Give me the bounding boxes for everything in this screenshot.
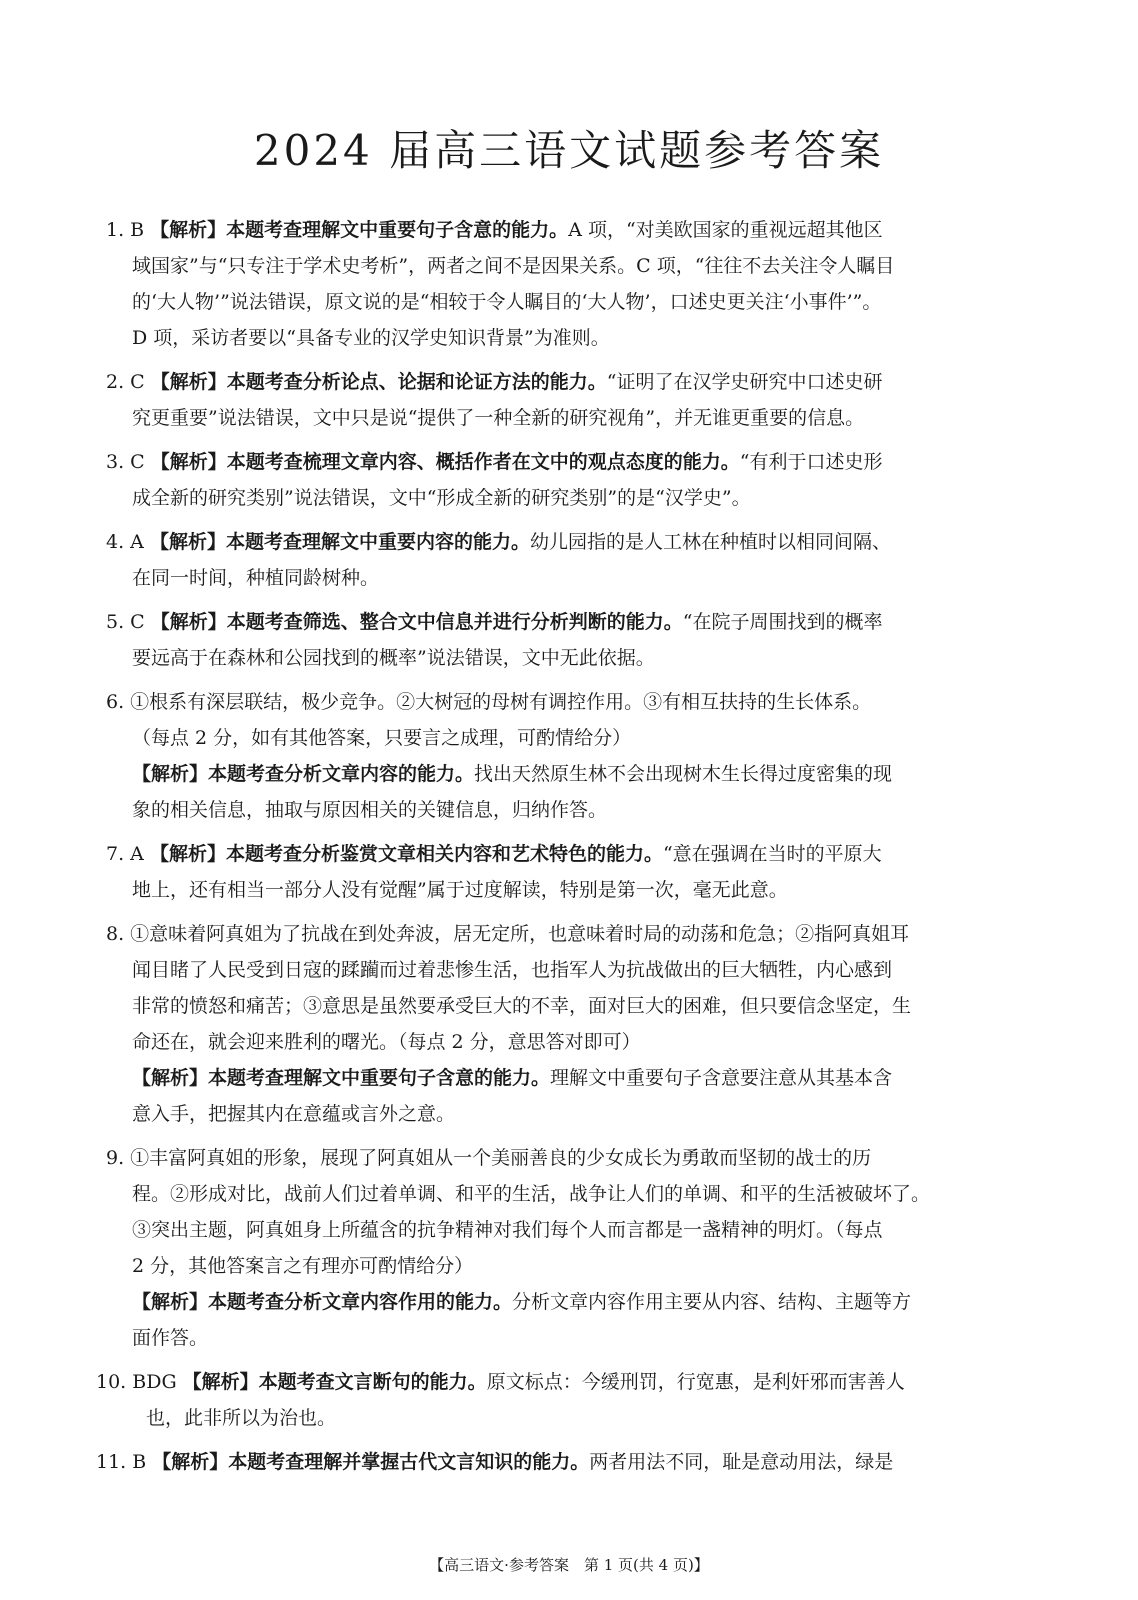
analysis-label: 【解析】本题考查文言断句的能力。 xyxy=(182,1371,487,1393)
answer-line xyxy=(106,364,1012,400)
answer-text: 象的相关信息，抽取与原因相关的关键信息，归纳作答。 xyxy=(132,799,608,821)
question-number: 2. C xyxy=(106,371,151,393)
answer-item xyxy=(106,604,1012,676)
answer-line xyxy=(132,1400,1012,1436)
answer-text: 意入手，把握其内在意蕴或言外之意。 xyxy=(132,1103,456,1125)
answer-line xyxy=(132,1060,1012,1096)
answer-line xyxy=(96,1444,1012,1480)
answer-text: “有利于口述史形 xyxy=(739,451,883,473)
answer-line xyxy=(132,988,1012,1024)
answer-line xyxy=(132,1212,1012,1248)
answer-text: 2 分，其他答案言之有理亦可酌情给分） xyxy=(132,1255,474,1277)
answer-text: “证明了在汉学史研究中口述史研 xyxy=(606,371,883,393)
answer-line xyxy=(132,1096,1012,1132)
answer-text: ①意味着阿真姐为了抗战在到处奔波，居无定所，也意味着时局的动荡和危急；②指阿真姐耳 xyxy=(130,923,910,945)
question-number: 9. xyxy=(106,1147,131,1169)
answer-line xyxy=(132,1320,1012,1356)
answer-line xyxy=(132,792,1012,828)
answer-text: ③突出主题，阿真姐身上所蕴含的抗争精神对我们每个人而言都是一盏精神的明灯。（每点 xyxy=(132,1219,883,1241)
analysis-label: 【解析】本题考查理解文中重要句子含意的能力。 xyxy=(132,1067,551,1089)
analysis-label: 【解析】本题考查分析文章内容的能力。 xyxy=(132,763,475,785)
answer-list xyxy=(96,212,1012,1488)
answer-item xyxy=(106,684,1012,828)
answer-text: 非常的愤怒和痛苦；③意思是虽然要承受巨大的不幸，面对巨大的困难，但只要信念坚定，生 xyxy=(132,995,912,1017)
question-number: 1. B xyxy=(106,219,151,241)
answer-item xyxy=(96,1444,1012,1480)
answer-line xyxy=(132,1024,1012,1060)
answer-line xyxy=(106,836,1012,872)
answer-line xyxy=(132,1284,1012,1320)
answer-text: 地上，还有相当一部分人没有觉醒”属于过度解读，特别是第一次，毫无此意。 xyxy=(132,879,788,901)
answer-text: 分析文章内容作用主要从内容、结构、主题等方 xyxy=(512,1291,912,1313)
answer-text: ①丰富阿真姐的形象，展现了阿真姐从一个美丽善良的少女成长为勇敢而坚韧的战士的历 xyxy=(130,1147,872,1169)
answer-text: 的‘大人物’”说法错误，原文说的是“相较于令人瞩目的‘大人物’，口述史更关注‘小事件’”。 xyxy=(132,291,882,313)
answer-text: 理解文中重要句子含意要注意从其基本含 xyxy=(550,1067,893,1089)
answer-line xyxy=(132,872,1012,908)
answer-text: 成全新的研究类别”说法错误，文中“形成全新的研究类别”的是“汉学史”。 xyxy=(132,487,751,509)
answer-text: 要远高于在森林和公园找到的概率”说法错误，文中无此依据。 xyxy=(132,647,655,669)
answer-item xyxy=(106,444,1012,516)
answer-line xyxy=(106,1140,1012,1176)
answer-line xyxy=(132,952,1012,988)
answer-line xyxy=(96,1364,1012,1400)
answer-text: 原文标点：今缓刑罚，行宽惠，是利奸邪而害善人 xyxy=(486,1371,905,1393)
answer-text: A 项，“对美欧国家的重视远超其他区 xyxy=(568,219,883,241)
answer-line xyxy=(106,444,1012,480)
answer-text: 找出天然原生林不会出现树木生长得过度密集的现 xyxy=(474,763,893,785)
question-number: 8. xyxy=(106,923,131,945)
question-number: 5. C xyxy=(106,611,151,633)
analysis-label: 【解析】本题考查理解文中重要内容的能力。 xyxy=(149,531,530,553)
answer-item xyxy=(106,916,1012,1132)
answer-line xyxy=(106,916,1012,952)
answer-line xyxy=(106,684,1012,720)
answer-text: 域国家”与“只专注于学术史考析”，两者之间不是因果关系。C 项，“往往不去关注令人瞩目 xyxy=(132,255,895,277)
question-number: 4. A xyxy=(106,531,150,553)
answer-text: 面作答。 xyxy=(132,1327,209,1349)
analysis-label: 【解析】本题考查分析鉴赏文章相关内容和艺术特色的能力。 xyxy=(149,843,663,865)
answer-text: D 项，采访者要以“具备专业的汉学史知识背景”为准则。 xyxy=(132,327,610,349)
answer-line xyxy=(132,284,1012,320)
answer-item xyxy=(106,1140,1012,1356)
answer-text: “意在强调在当时的平原大 xyxy=(662,843,882,865)
answer-line xyxy=(132,640,1012,676)
answer-text: 命还在，就会迎来胜利的曙光。（每点 2 分，意思答对即可） xyxy=(132,1031,641,1053)
answer-line xyxy=(132,248,1012,284)
analysis-label: 【解析】本题考查分析文章内容作用的能力。 xyxy=(132,1291,513,1313)
answer-item xyxy=(106,524,1012,596)
answer-item xyxy=(106,836,1012,908)
answer-line xyxy=(132,720,1012,756)
answer-line xyxy=(106,604,1012,640)
answer-item xyxy=(106,364,1012,436)
answer-line xyxy=(132,400,1012,436)
analysis-label: 【解析】本题考查理解并掌握古代文言知识的能力。 xyxy=(152,1451,590,1473)
analysis-label: 【解析】本题考查分析论点、论据和论证方法的能力。 xyxy=(150,371,607,393)
answer-text: ①根系有深层联结，极少竞争。②大树冠的母树有调控作用。③有相互扶持的生长体系。 xyxy=(130,691,872,713)
answer-text: 在同一时间，种植同龄树种。 xyxy=(132,567,380,589)
analysis-label: 【解析】本题考查筛选、整合文中信息并进行分析判断的能力。 xyxy=(150,611,683,633)
answer-text: “在院子周围找到的概率 xyxy=(682,611,883,633)
answer-text: 也，此非所以为治也。 xyxy=(146,1407,337,1429)
answer-text: 程。②形成对比，战前人们过着单调、和平的生活，战争让人们的单调、和平的生活被破坏了。 xyxy=(132,1183,931,1205)
answer-line xyxy=(132,320,1012,356)
answer-text: 究更重要”说法错误，文中只是说“提供了一种全新的研究视角”，并无谁更重要的信息。 xyxy=(132,407,865,429)
question-number: 10. BDG xyxy=(96,1371,183,1393)
answer-text: 幼儿园指的是人工林在种植时以相同间隔、 xyxy=(529,531,891,553)
question-number: 7. A xyxy=(106,843,150,865)
answer-line xyxy=(106,524,1012,560)
question-number: 6. xyxy=(106,691,131,713)
question-number: 11. B xyxy=(96,1451,153,1473)
answer-line xyxy=(132,480,1012,516)
answer-item xyxy=(96,1364,1012,1436)
answer-line xyxy=(132,560,1012,596)
question-number: 3. C xyxy=(106,451,151,473)
analysis-label: 【解析】本题考查理解文中重要句子含意的能力。 xyxy=(150,219,569,241)
answer-line xyxy=(132,1248,1012,1284)
answer-text: 闻目睹了人民受到日寇的蹂躏而过着悲惨生活，也指军人为抗战做出的巨大牺牲，内心感到 xyxy=(132,959,893,981)
analysis-label: 【解析】本题考查梳理文章内容、概括作者在文中的观点态度的能力。 xyxy=(150,451,740,473)
answer-text: （每点 2 分，如有其他答案，只要言之成理，可酌情给分） xyxy=(132,727,632,749)
page-title: 2024 届高三语文试题参考答案 xyxy=(253,126,885,175)
answer-item xyxy=(106,212,1012,356)
answer-line xyxy=(106,212,1012,248)
answer-text: 两者用法不同，耻是意动用法，绿是 xyxy=(589,1451,894,1473)
answer-line xyxy=(132,756,1012,792)
page-footer: 【高三语文·参考答案 第 1 页(共 4 页)】 xyxy=(429,1556,709,1574)
answer-line xyxy=(132,1176,1012,1212)
